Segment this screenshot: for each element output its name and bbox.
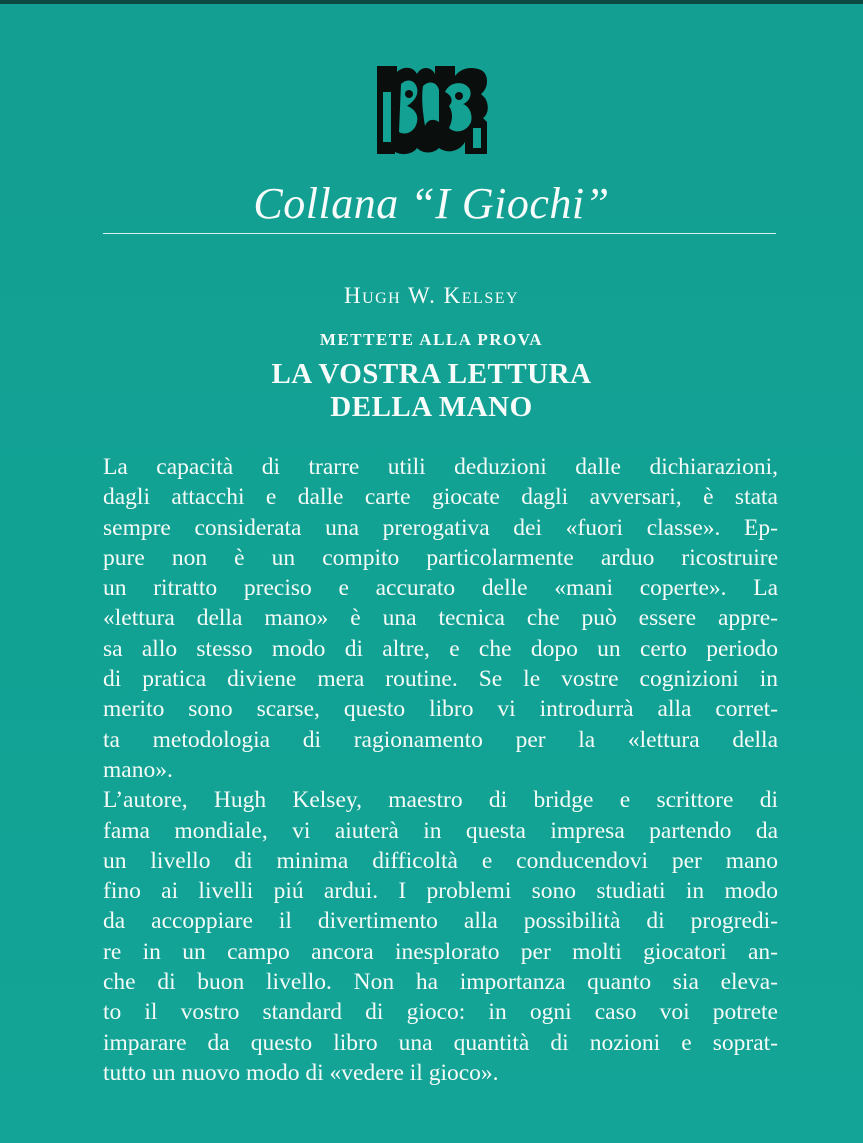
blurb-line: un livello di minima difficoltà e conducendovi per mano bbox=[103, 847, 778, 874]
blurb-line: sa allo stesso modo di altre, e che dopo un certo periodo bbox=[103, 635, 778, 662]
blurb-line: merito sono scarse, questo libro vi introdurrà alla corret- bbox=[103, 696, 778, 723]
blurb-line: imparare da questo libro una quantità di nozioni e soprat- bbox=[103, 1029, 778, 1056]
blurb-line: re in un campo ancora inesplorato per molti giocatori an- bbox=[103, 938, 778, 965]
top-edge bbox=[0, 0, 863, 4]
blurb-line: che di buon livello. Non ha importanza quanto sia eleva- bbox=[103, 969, 778, 996]
blurb-line: sempre considerata una prerogativa dei «fuori classe». Ep- bbox=[103, 514, 778, 541]
blurb-text bbox=[103, 452, 778, 1088]
blurb-line: mano». bbox=[103, 756, 173, 783]
blurb-line: dagli attacchi e dalle carte giocate dagli avversari, è stata bbox=[103, 484, 778, 511]
blurb-line: pure non è un compito particolarmente arduo ricostruire bbox=[103, 544, 778, 571]
blurb-line: tutto un nuovo modo di «vedere il gioco». bbox=[103, 1059, 499, 1086]
blurb-line: «lettura della mano» è una tecnica che può essere appre- bbox=[103, 605, 778, 632]
blurb-line: L’autore, Hugh Kelsey, maestro di bridge e scrittore di bbox=[103, 787, 778, 814]
blurb-line: un ritratto preciso e accurato delle «mani coperte». La bbox=[103, 575, 778, 602]
title-divider bbox=[103, 233, 776, 234]
blurb-line: La capacità di trarre utili deduzioni dalle dichiarazioni, bbox=[103, 454, 778, 480]
blurb-line: to il vostro standard di gioco: in ogni caso voi potrete bbox=[103, 999, 778, 1026]
publisher-monogram-logo-icon bbox=[373, 62, 491, 158]
blurb-line: fama mondiale, vi aiuterà in questa impresa partendo da bbox=[103, 817, 778, 844]
book-title-line: LA VOSTRA LETTURA bbox=[271, 358, 592, 390]
blurb-line: di pratica diviene mera routine. Se le vostre cognizioni in bbox=[103, 666, 778, 693]
book-title bbox=[0, 358, 863, 424]
book-title-line: DELLA MANO bbox=[330, 391, 533, 423]
author-name: Hugh W. Kelsey bbox=[343, 283, 520, 308]
blurb-line: ta metodologia di ragionamento per la «lettura della bbox=[103, 726, 778, 753]
series-title: Collana “I Giochi” bbox=[253, 179, 610, 228]
blurb-line: da accoppiare il divertimento alla possibilità di progredi- bbox=[103, 908, 778, 935]
book-subtitle: METTETE ALLA PROVA bbox=[319, 330, 544, 349]
blurb-line: fino ai livelli piú ardui. I problemi sono studiati in modo bbox=[103, 878, 778, 905]
